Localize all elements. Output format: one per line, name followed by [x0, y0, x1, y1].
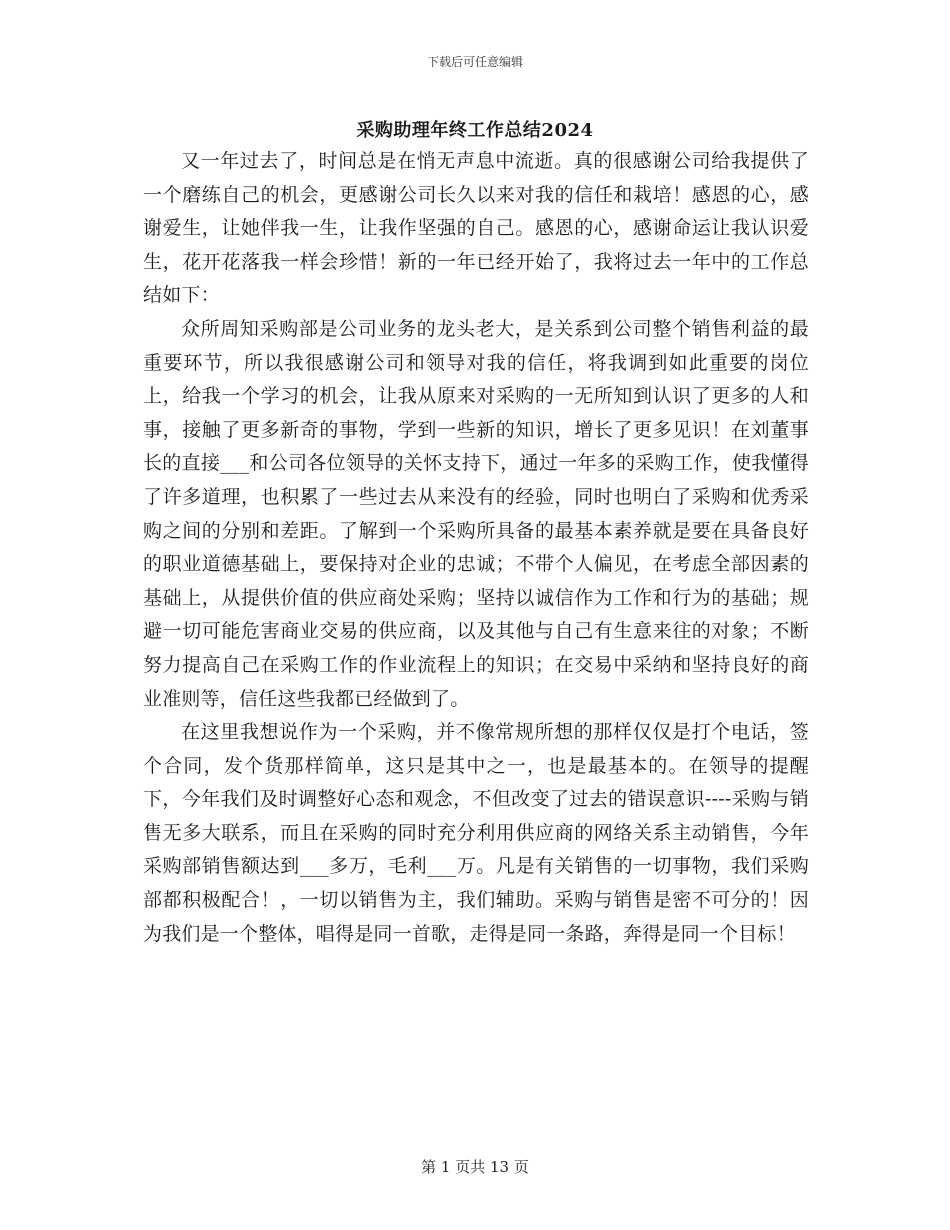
paragraph: 在这里我想说作为一个采购，并不像常规所想的那样仅仅是打个电话，签个合同，发个货那样简单，这只是其中之一，也是最基本的。在领导的提醒下，今年我们及时调整好心态和观念，不但改变了过去的错误意识----采购与销售无多大联系，而且在采购的同时充分利用供应商的网络关系主动销售，今年采购部销售额达到___多万，毛利___万。凡是有关销售的一切事物，我们采购部都积极配合！，一切以销售为主，我们辅助。采购与销售是密不可分的！因为我们是一个整体，唱得是同一首歌，走得是同一条路，奔得是同一个目标！ [143, 721, 809, 945]
paragraph: 众所周知采购部是公司业务的龙头老大，是关系到公司整个销售利益的最重要环节，所以我很感谢公司和领导对我的信任，将我调到如此重要的岗位上，给我一个学习的机会，让我从原来对采购的一无所知到认识了更多的人和事，接触了更多新奇的事物，学到一些新的知识，增长了更多见识！在刘董事长的直接___和公司各位领导的关怀支持下，通过一年多的采购工作，使我懂得了许多道理，也积累了一些过去从来没有的经验，同时也明白了采购和优秀采购之间的分别和差距。了解到一个采购所具备的最基本素养就是要在具备良好的职业道德基础上，要保持对企业的忠诚；不带个人偏见，在考虑全部因素的基础上，从提供价值的供应商处采购；坚持以诚信作为工作和行为的基础；规避一切可能危害商业交易的供应商，以及其他与自己有生意来往的对象；不断努力提高自己在采购工作的作业流程上的知识；在交易中采纳和坚持良好的商业准则等，信任这些我都已经做到了。 [143, 317, 809, 710]
document-body [143, 145, 809, 951]
page-number: 第 1 页共 13 页 [421, 1158, 529, 1176]
paragraph: 又一年过去了，时间总是在悄无声息中流逝。真的很感谢公司给我提供了一个磨练自己的机会，更感谢公司长久以来对我的信任和栽培！感恩的心，感谢爱生，让她伴我一生，让我作坚强的自己。感恩的心，感谢命运让我认识爱生，花开花落我一样会珍惜！新的一年已经开始了，我将过去一年中的工作总结如下： [143, 150, 809, 307]
header-note: 下载后可任意编辑 [426, 55, 523, 69]
document-title: 采购助理年终工作总结2024 [356, 120, 594, 141]
